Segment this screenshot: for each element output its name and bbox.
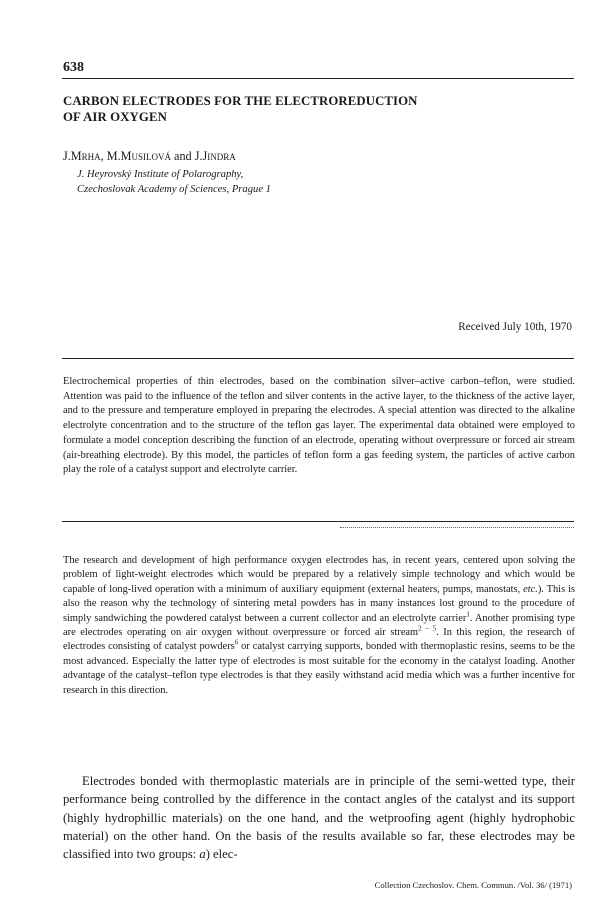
affiliation-line-1: J. Heyrovský Institute of Polarography,: [77, 169, 244, 180]
abstract-top-rule: [62, 358, 574, 359]
abstract-text: Electrochemical properties of thin electrodes, based on the combination silver–active carbon–teflon, were studied. Attention was paid to the influence of the teflon and silver contents in the active layer, to the thickness of the active layer, and to the pressure and temperature employed in preparing the electrodes. A special attention was directed to the alkaline electrolyte concentration and to the structure of the teflon gas layer. The experimental data obtained were employed to formulate a model conception describing the function of an electrode, operating without overpressure or forced air stream (air-breathing electrode). By this model, the particles of teflon form a gas feeding system, the particles of active carbon play the role of a catalyst support and electrolyte carrier.: [63, 376, 575, 476]
author-3: J.Jindra: [194, 149, 236, 163]
received-date: Received July 10th, 1970: [458, 321, 572, 333]
body-paragraph-1: The research and development of high performance oxygen electrodes has, in recent years, centered upon solving the problem of light-weight electrodes which would be prepared by a relatively simple technology and which would be capable of long-lived operation with a minimum of auxiliary equipment (external heaters, pumps, manostats, etc.). This is also the reason why the technology of sintering metal powders has in many instances lost ground to the procedure of simply sandwiching the powdered catalyst between a current collector and an electrolyte carrier$^1$. Another promising type are electrodes operating on air oxygen without overpressure or forced air stream$^{2 - 5}$. In this region, the research of electrodes consisting of catalyst powders$^6$ or catalyst carrying supports, bonded with thermoplastic resins, seems to be the most advanced. Especially the latter type of electrodes is most suitable for the economy in the catalyst loading. Another advantage of the catalyst–teflon type electrodes is that they easily withstand acid media which was a further incentive for research in this direction.: [63, 555, 576, 696]
title-line-1: CARBON ELECTRODES FOR THE ELECTROREDUCTION: [63, 94, 418, 108]
reference-1: 1: [466, 610, 470, 619]
journal-citation: Collection Czechoslov. Chem. Commun. /Vol. 36/ (1971): [374, 880, 572, 890]
header-rule: [62, 78, 574, 79]
body-paragraph-2: Electrodes bonded with thermoplastic materials are in principle of the semi-wetted type, their performance being controlled by the difference in the contact angles of the catalyst and its support (highly hydrophillic materials) on the one hand, and the wetproofing agent (highly hydrophobic material) on the other hand. On the basis of the results available so far, these electrodes may be classified into two groups: a) elec-: [63, 774, 575, 862]
title-line-2: OF AIR OXYGEN: [63, 110, 167, 124]
page-number: 638: [63, 60, 84, 75]
affiliation: [77, 167, 271, 197]
abstract: [63, 375, 575, 478]
article-title: [63, 93, 418, 125]
author-1: J.Mrha: [63, 149, 101, 163]
abstract-bottom-rule: [62, 521, 574, 522]
abstract-dotted-rule: [340, 527, 574, 528]
reference-2-5: 2 – 5: [418, 624, 437, 633]
author-2: M.Musilová: [106, 149, 171, 163]
reference-6: 6: [234, 638, 239, 647]
affiliation-line-2: Czechoslovak Academy of Sciences, Prague 1: [77, 184, 271, 195]
authors: J.Mrha, M.Musilová and J.Jindra: [63, 149, 236, 163]
